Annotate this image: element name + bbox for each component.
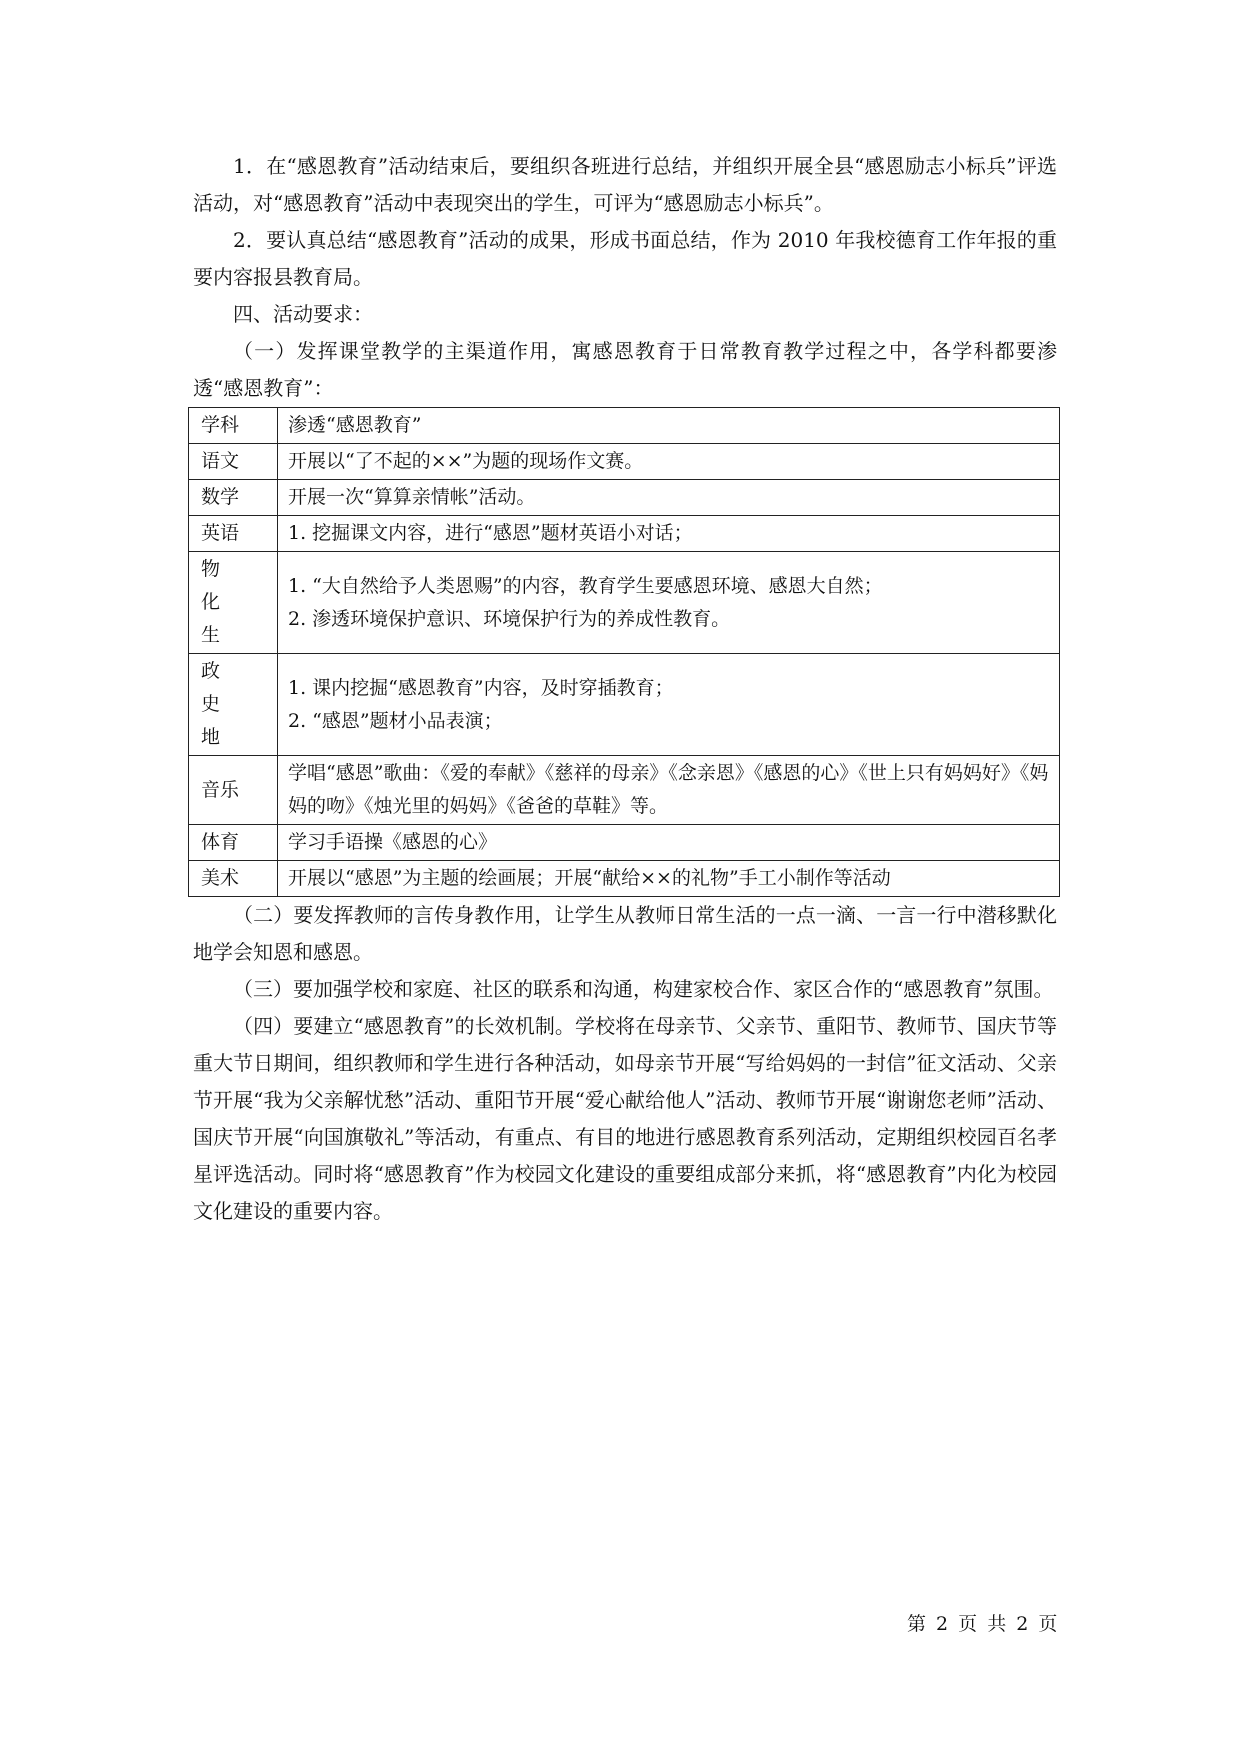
content-line: 学习手语操《感恩的心》	[288, 831, 498, 853]
summary-paragraph-1: 1．在“感恩教育”活动结束后，要组织各班进行总结，并组织开展全县“感恩励志小标兵”评选活动，对“感恩教育”活动中表现突出的学生，可评为“感恩励志小标兵”。	[193, 154, 1057, 215]
content-cell	[278, 825, 1060, 861]
content-cell	[278, 861, 1060, 897]
subject-cell: 政史地	[189, 654, 278, 756]
table-row	[189, 654, 1060, 756]
content-line: 开展以“了不起的××”为题的现场作文赛。	[288, 450, 644, 472]
subject-cell: 美术	[189, 861, 278, 897]
table-row	[189, 480, 1060, 516]
table-row	[189, 552, 1060, 654]
subject-cell: 音乐	[189, 756, 278, 825]
header-content: 渗透“感恩教育”	[278, 408, 1060, 444]
content-cell	[278, 516, 1060, 552]
summary-paragraph-2: 2．要认真总结“感恩教育”活动的成果，形成书面总结，作为 2010 年我校德育工作年报的重要内容报县教育局。	[193, 228, 1057, 289]
content-line: 1. 课内挖掘“感恩教育”内容，及时穿插教育；	[288, 676, 674, 699]
table-row	[189, 825, 1060, 861]
requirement-item-4: （四）要建立“感恩教育”的长效机制。学校将在母亲节、父亲节、重阳节、教师节、国庆节等重大节日期间，组织教师和学生进行各种活动，如母亲节开展“写给妈妈的一封信”征文活动、父亲节开展“我为父亲解忧愁”活动、重阳节开展“爱心献给他人”活动、教师节开展“谢谢您老师”活动、国庆节开展“向国旗敬礼”等活动，有重点、有目的地进行感恩教育系列活动，定期组织校园百名孝星评选活动。同时将“感恩教育”作为校园文化建设的重要组成部分来抓，将“感恩教育”内化为校园文化建设的重要内容。	[193, 1014, 1057, 1223]
table-row	[189, 444, 1060, 480]
content-cell	[278, 654, 1060, 756]
requirement-item-2: （二）要发挥教师的言传身教作用，让学生从教师日常生活的一点一滴、一言一行中潜移默化地学会知恩和感恩。	[193, 903, 1057, 964]
subject-cell: 语文	[189, 444, 278, 480]
content-line: 1. “大自然给予人类恩赐”的内容，教育学生要感恩环境、感恩大自然；	[288, 574, 883, 597]
subject-cell: 数学	[189, 480, 278, 516]
content-line: 2. 渗透环境保护意识、环境保护行为的养成性教育。	[288, 607, 731, 630]
content-line: 学唱“感恩”歌曲：《爱的奉献》《慈祥的母亲》《念亲恩》《感恩的心》《世上只有妈妈好》《妈妈的吻》《烛光里的妈妈》《爸爸的草鞋》等。	[288, 762, 1049, 817]
table-row	[189, 516, 1060, 552]
document-page	[193, 148, 1057, 1230]
content-line: 1. 挖掘课文内容，进行“感恩”题材英语小对话；	[288, 522, 693, 544]
table-header-row	[189, 408, 1060, 444]
content-line: 2. “感恩”题材小品表演；	[288, 709, 503, 732]
content-line: 开展一次“算算亲情帐”活动。	[288, 486, 536, 508]
content-line: 开展以“感恩”为主题的绘画展；开展“献给××的礼物”手工小制作等活动	[288, 867, 891, 889]
table-row	[189, 861, 1060, 897]
requirement-item-1: （一）发挥课堂教学的主渠道作用，寓感恩教育于日常教育教学过程之中，各学科都要渗透“感恩教育”：	[193, 339, 1057, 400]
page-footer: 第 2 页 共 2 页	[907, 1613, 1060, 1635]
subject-cell: 物化生	[189, 552, 278, 654]
header-subject: 学科	[189, 408, 278, 444]
requirement-item-3: （三）要加强学校和家庭、社区的联系和沟通，构建家校合作、家区合作的“感恩教育”氛围。	[233, 977, 1054, 1001]
table-row	[189, 756, 1060, 825]
subject-cell: 英语	[189, 516, 278, 552]
content-cell	[278, 756, 1060, 825]
content-cell	[278, 480, 1060, 516]
content-cell	[278, 552, 1060, 654]
section-heading-requirements: 四、活动要求：	[233, 302, 373, 326]
subject-cell: 体育	[189, 825, 278, 861]
content-cell	[278, 444, 1060, 480]
subject-table	[188, 407, 1060, 897]
